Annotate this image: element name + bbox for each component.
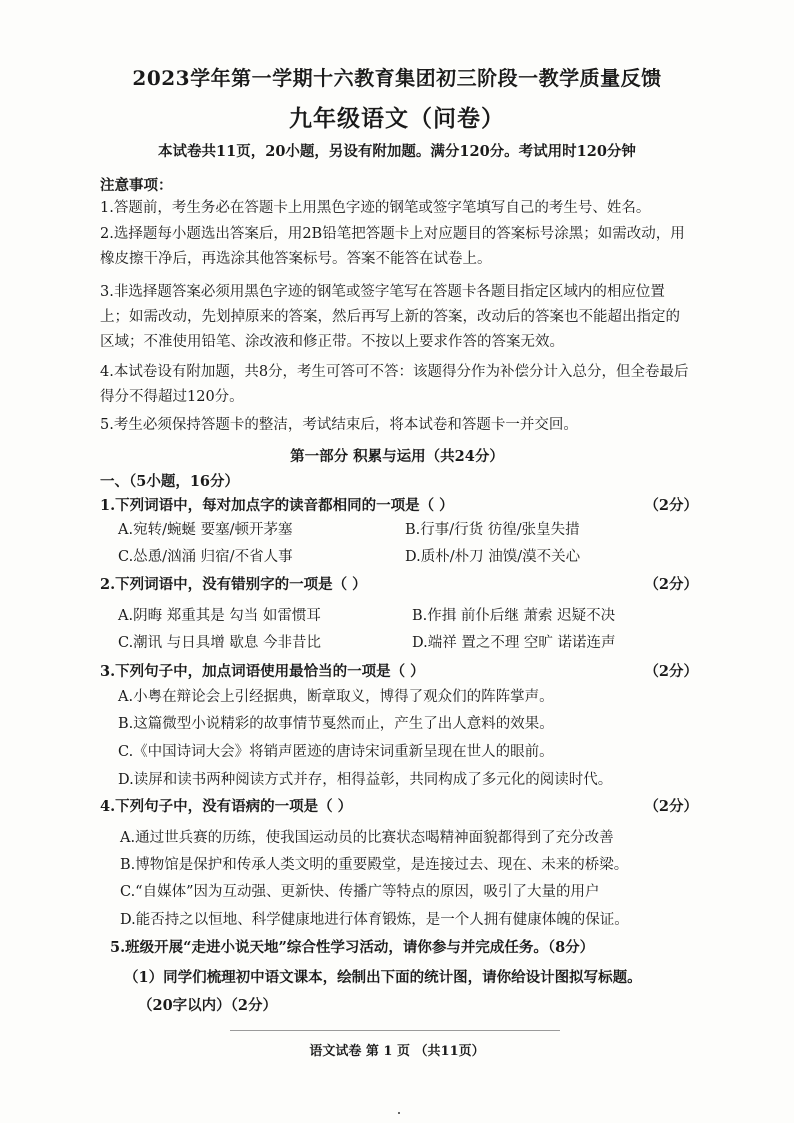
question-2-stem: 2.下列词语中，没有错别字的一项是（ ）: [100, 576, 367, 593]
question-2-option-a: A.阴晦 郑重其是 勾当 如雷惯耳: [118, 608, 321, 624]
exam-title: 2023学年第一学期十六教育集团初三阶段一教学质量反馈: [132, 66, 662, 90]
question-3-points: （2分）: [644, 663, 698, 680]
exam-subtitle: 九年级语文（问卷）: [289, 105, 505, 132]
question-3-option-c: C.《中国诗词大会》将销声匿迹的唐诗宋词重新呈现在世人的眼前。: [118, 744, 554, 760]
question-2-option-b: B.作揖 前仆后继 萧索 迟疑不决: [412, 608, 616, 624]
footer-divider: [230, 1030, 560, 1031]
exam-intro: 本试卷共11页，20小题，另设有附加题。满分120分。考试用时120分钟: [158, 143, 636, 160]
note-item: 5.考生必须保持答题卡的整洁，考试结束后，将本试卷和答题卡一并交回。: [100, 417, 578, 433]
question-3-stem: 3.下列句子中，加点词语使用最恰当的一项是（ ）: [100, 663, 425, 680]
question-2-option-c: C.潮讯 与日具增 歇息 今非昔比: [118, 635, 322, 651]
scan-speck: [398, 1112, 400, 1114]
question-4-option-d: D.能否持之以恒地、科学健康地进行体育锻炼，是一个人拥有健康体魄的保证。: [120, 912, 629, 928]
question-2-option-d: D.端祥 置之不理 空旷 诺诺连声: [412, 635, 616, 651]
question-4-option-a: A.通过世兵赛的历练，使我国运动员的比赛状态喝精神面貌都得到了充分改善: [120, 830, 614, 846]
question-5-sub1: （1）同学们梳理初中语文课本，绘制出下面的统计图，请你给设计图拟写标题。: [124, 969, 642, 986]
question-1-stem: 1.下列词语中，每对加点字的读音都相同的一项是（ ）: [100, 497, 454, 514]
question-3-option-d: D.读屏和读书两种阅读方式并存，相得益彰，共同构成了多元化的阅读时代。: [118, 772, 613, 788]
question-3-option-b: B.这篇微型小说精彩的故事情节戛然而止，产生了出人意料的效果。: [118, 716, 554, 732]
question-5-sub1-note: （20字以内）（2分）: [138, 997, 278, 1014]
notes-heading: 注意事项：: [100, 177, 173, 194]
question-2-points: （2分）: [644, 576, 698, 593]
question-1-option-d: D.质朴/朴刀 油馍/漠不关心: [405, 549, 581, 565]
note-item: 1.答题前，考生务必在答题卡上用黑色字迹的钢笔或签字笔填写自己的考生号、姓名。: [100, 200, 651, 216]
page-footer: 语文试卷 第 1 页 （共11页）: [309, 1044, 485, 1059]
part-heading: 第一部分 积累与运用（共24分）: [290, 448, 504, 465]
question-4-stem: 4.下列句子中，没有语病的一项是（ ）: [100, 798, 353, 815]
question-1-option-b: B.行事/行货 彷徨/张皇失措: [405, 522, 580, 538]
section-heading: 一、（5小题，16分）: [100, 473, 240, 490]
note-item: 3.非选择题答案必须用黑色字迹的钢笔或签字笔写在答题卡各题目指定区域内的相应位置上；如需改动，先划掉原来的答案，然后再写上新的答案，改动后的答案也不能超出指定的区域；不准使用铅笔、涂改液和修正带。不按以上要求作答的答案无效。: [100, 284, 680, 350]
question-3-option-a: A.小粤在辩论会上引经据典，断章取义，博得了观众们的阵阵掌声。: [118, 689, 554, 705]
question-4-option-b: B.博物馆是保护和传承人类文明的重要殿堂，是连接过去、现在、未来的桥梁。: [120, 857, 629, 873]
note-item: 2.选择题每小题选出答案后，用2B铅笔把答题卡上对应题目的答案标号涂黑；如需改动，用橡皮擦干净后，再选涂其他答案标号。答案不能答在试卷上。: [100, 226, 685, 267]
question-1-option-c: C.怂恿/汹涌 归宿/不省人事: [118, 549, 293, 565]
question-5-stem: 5.班级开展“走进小说天地”综合性学习活动，请你参与并完成任务。（8分）: [110, 939, 595, 956]
question-1-option-a: A.宛转/蜿蜒 要塞/顿开茅塞: [118, 522, 293, 538]
question-4-option-c: C.“自媒体”因为互动强、更新快、传播广等特点的原因，吸引了大量的用户: [120, 884, 600, 900]
question-4-points: （2分）: [644, 798, 698, 815]
question-1-points: （2分）: [644, 497, 698, 514]
note-item: 4.本试卷设有附加题，共8分，考生可答可不答：该题得分作为补偿分计入总分，但全卷最后得分不得超过120分。: [100, 364, 689, 405]
